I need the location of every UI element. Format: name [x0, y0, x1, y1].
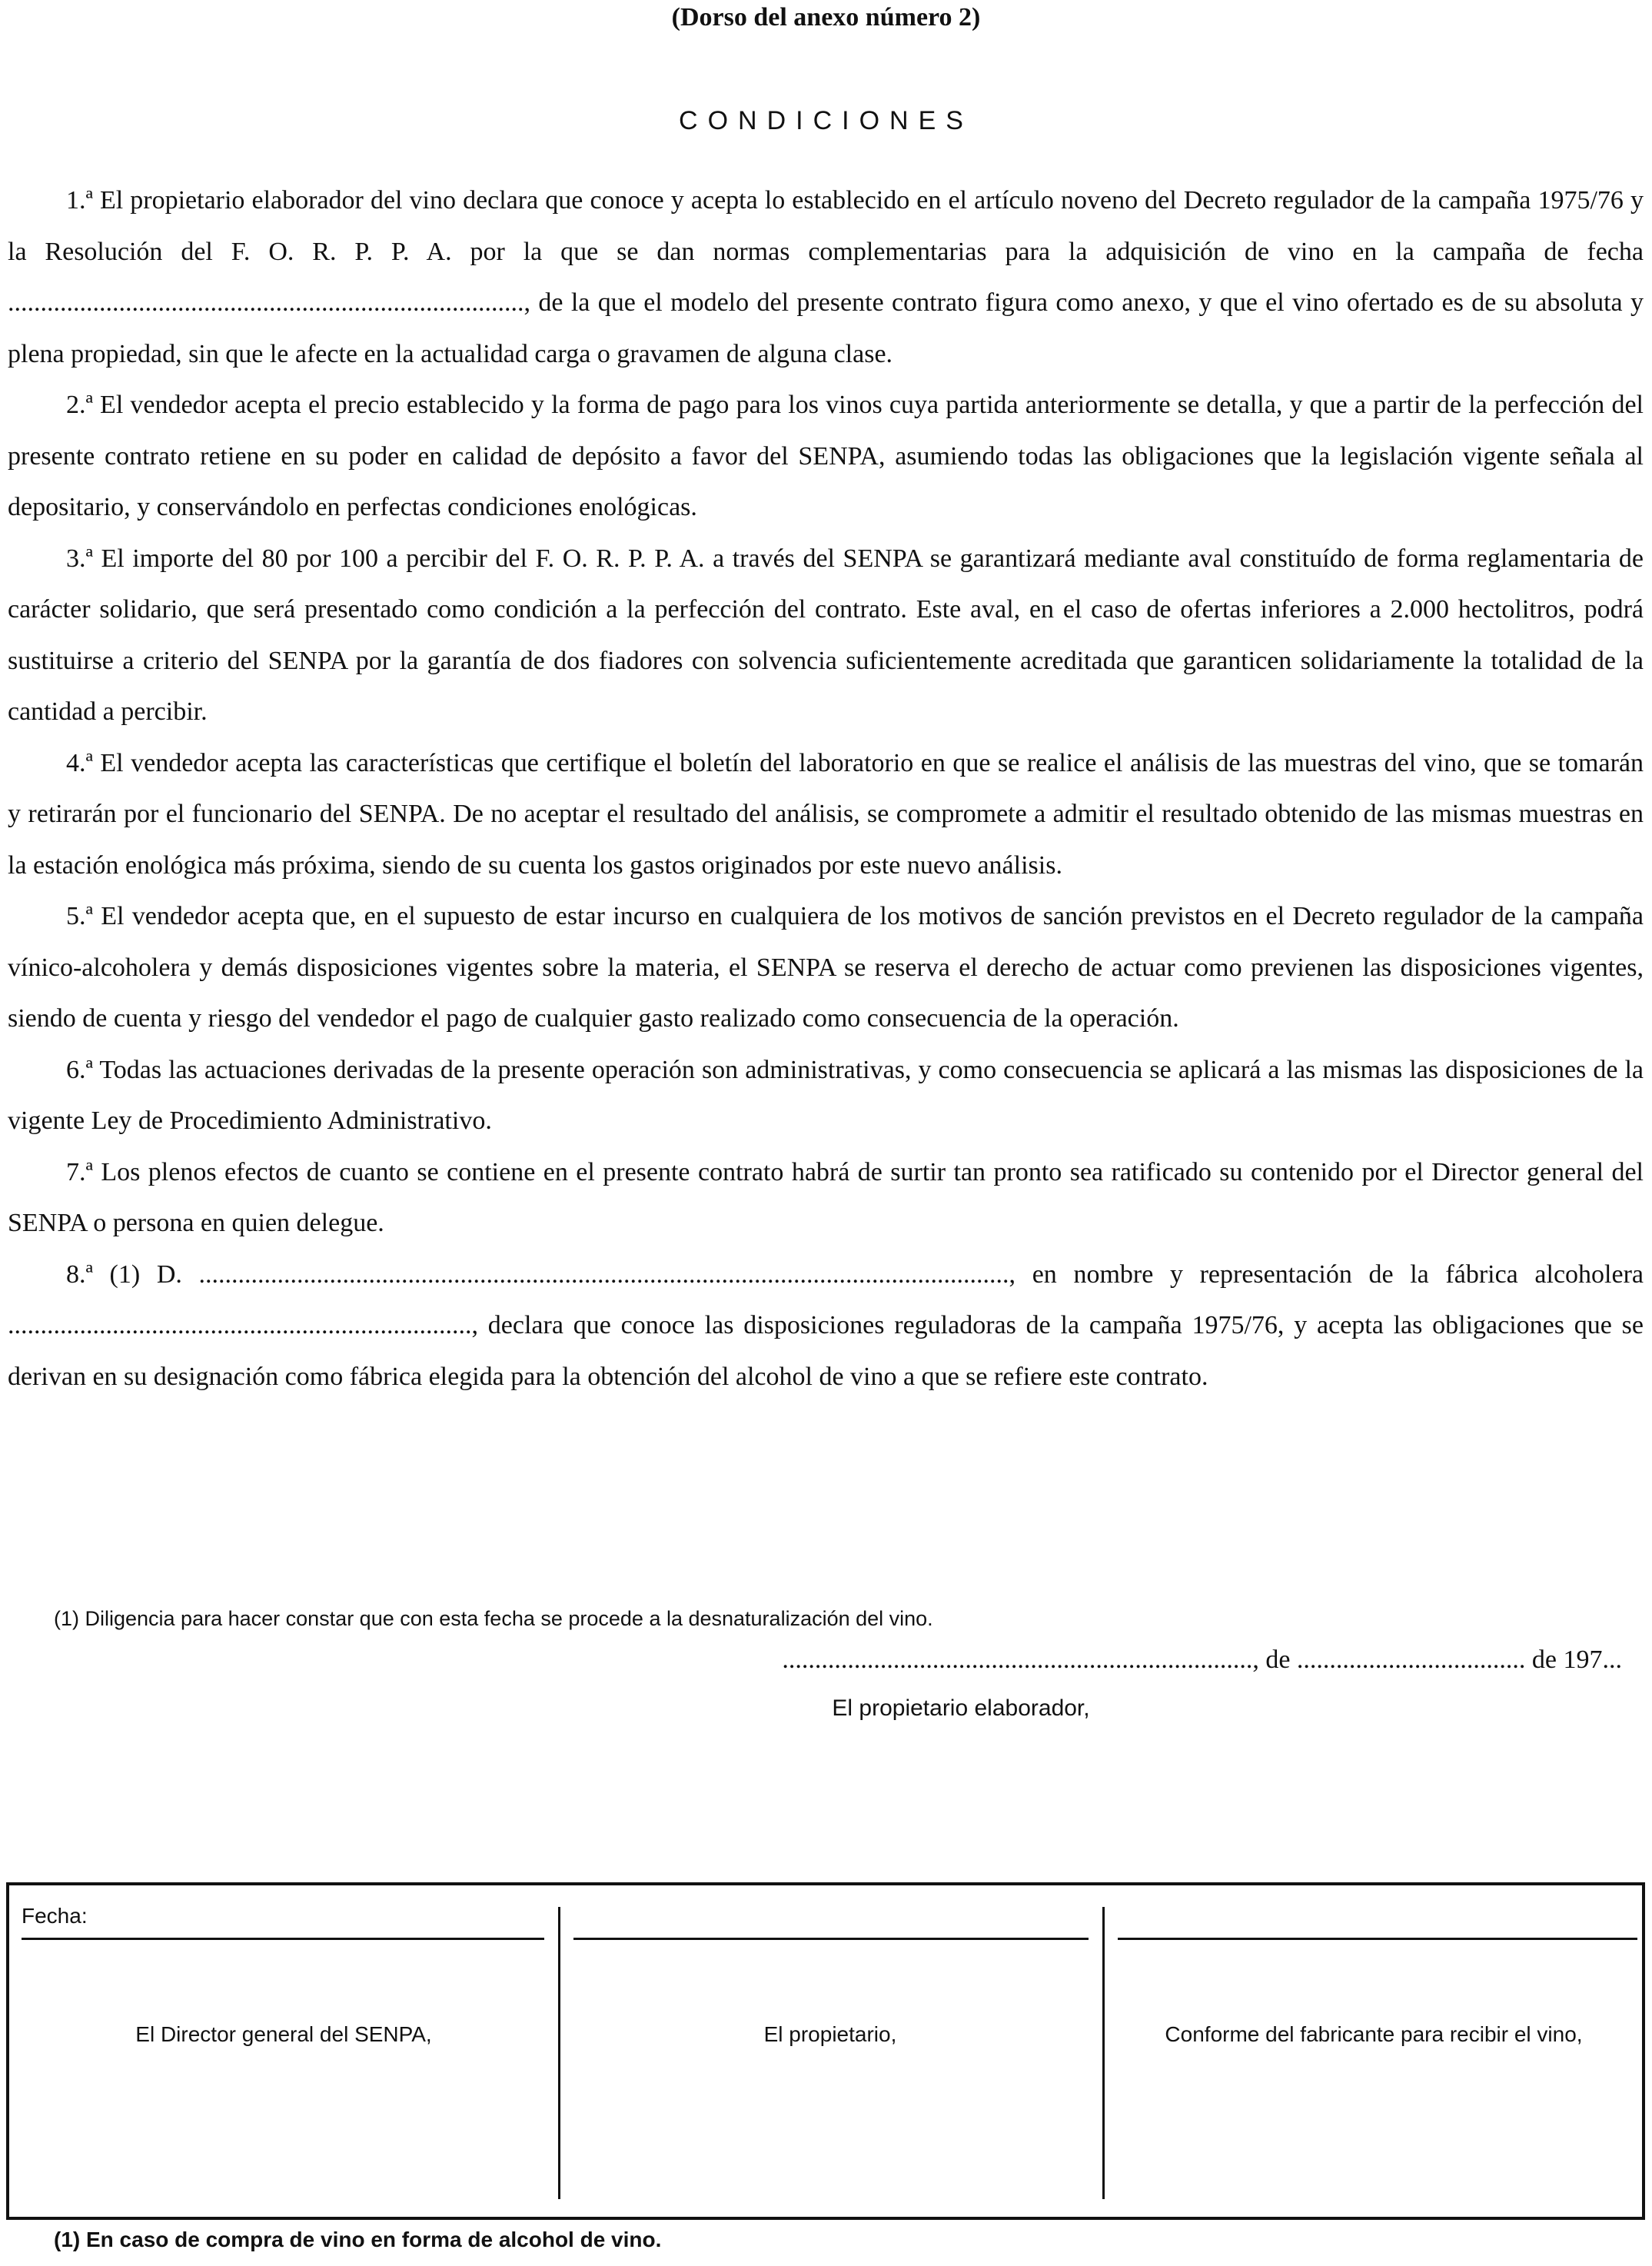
diligencia-footnote: (1) Diligencia para hacer constar que con esta fecha se procede a la desnaturalización del vino.: [54, 1607, 933, 1630]
clause-number: 8.ª: [66, 1259, 93, 1289]
clause-number: 2.ª: [66, 391, 93, 419]
signature-column-owner: [558, 1907, 1102, 2199]
clause-text: El vendedor acepta el precio establecido y la forma de pago para los vinos cuya partida anteriormente se detalla, y que a partir de la perfección del presente contrato retiene en su poder en calidad de depósito a favor del SENPA, asumiendo todas las obligaciones que la legislación vigente señala al depositario, y conservándolo en perfectas condiciones enológicas.: [8, 391, 1644, 521]
clause-1: [8, 175, 1644, 380]
clause-number: 5.ª: [66, 902, 93, 930]
owner-signature-label: El propietario,: [763, 2022, 897, 2046]
manufacturer-signature-label: Conforme del fabricante para recibir el vino,: [1165, 2022, 1583, 2046]
clause-number: 3.ª: [66, 544, 93, 573]
clause-number: 4.ª: [66, 748, 93, 777]
clause-8: [8, 1249, 1644, 1403]
bottom-footnote: (1) En caso de compra de vino en forma de alcohol de vino.: [54, 2228, 662, 2251]
clause-number: 7.ª: [66, 1157, 93, 1186]
clause-number: 6.ª: [66, 1055, 93, 1084]
clause-4: [8, 738, 1644, 892]
signature-column-director: [9, 1904, 558, 2199]
clause-text: El vendedor acepta que, en el supuesto de estar incurso en cualquiera de los motivos de sanción previstos en el Decreto regulador de la campaña vínico-alcoholera y demás disposiciones vigentes sobre la materia, el SENPA se reserva el derecho de actuar como previenen las disposiciones vigentes, siendo de cuenta y riesgo del vendedor el pago de cualquier gasto realizado como consecuencia de la operación.: [8, 902, 1644, 1033]
clause-text: El importe del 80 por 100 a percibir del F. O. R. P. P. A. a través del SENPA se garantizará mediante aval constituído de forma reglamentaria de carácter solidario, que será presentado como condición a la perfección del contrato. Este aval, en el caso de ofertas inferiores a 2.000 hectolitros, podrá sustituirse a criterio del SENPA por la garantía de dos fiadores con solvencia suficientemente acreditada que garanticen solidariamente la totalidad de la cantidad a percibir.: [8, 544, 1644, 726]
clause-text: El propietario elaborador del vino declara que conoce y acepta lo establecido en el artículo noveno del Decreto regulador de la campaña 1975/76 y la Resolución del F. O. R. P. P. A. por la que se dan normas complementarias para la adquisición de vino en la campaña de fecha ..............................................................................., de la que el modelo del presente contrato figura como anexo, y que el vino ofertado es de su absoluta y plena propiedad, sin que le afecte en la actualidad carga o gravamen de alguna clase.: [8, 186, 1644, 368]
clause-2: [8, 380, 1644, 534]
clause-number: 1.ª: [66, 186, 93, 215]
clause-text: Todas las actuaciones derivadas de la presente operación son administrativas, y como consecuencia se aplicará a las mismas las disposiciones de la vigente Ley de Procedimiento Administrativo.: [8, 1055, 1644, 1135]
signer-label: El propietario elaborador,: [832, 1695, 1090, 1721]
section-title: CONDICIONES: [679, 106, 973, 135]
clause-3: [8, 534, 1644, 738]
place-date-line: ........................................................................, de ................................... de 197...: [782, 1645, 1622, 1674]
clause-text: (1) D. ............................................................................................................................, en nombre y representación de la fábrica alcoholera ......................................................................., declara que conoce las disposiciones reguladoras de la campaña 1975/76, y acepta las obligaciones que se derivan en su designación como fábrica elegida para la obtención del alcohol de vino a que se refiere este contrato.: [8, 1259, 1644, 1391]
director-signature-label: El Director general del SENPA,: [135, 2022, 432, 2046]
clause-text: El vendedor acepta las características que certifique el boletín del laboratorio en que se realice el análisis de las muestras del vino, que se tomarán y retirarán por el funcionario del SENPA. De no aceptar el resultado del análisis, se compromete a admitir el resultado obtenido de las mismas muestras en la estación enológica más próxima, siendo de su cuenta los gastos originados por este nuevo análisis.: [8, 748, 1644, 880]
signature-box: [6, 1882, 1645, 2220]
clause-text: Los plenos efectos de cuanto se contiene en el presente contrato habrá de surtir tan pronto sea ratificado su contenido por el Director general del SENPA o persona en quien delegue.: [8, 1157, 1644, 1237]
page-header: (Dorso del anexo número 2): [671, 3, 981, 32]
clause-6: [8, 1045, 1644, 1147]
clauses-list: [8, 175, 1644, 1403]
fecha-label: Fecha:: [22, 1904, 88, 1928]
signature-column-manufacturer: [1102, 1907, 1645, 2199]
clause-5: [8, 891, 1644, 1045]
clause-7: [8, 1147, 1644, 1249]
